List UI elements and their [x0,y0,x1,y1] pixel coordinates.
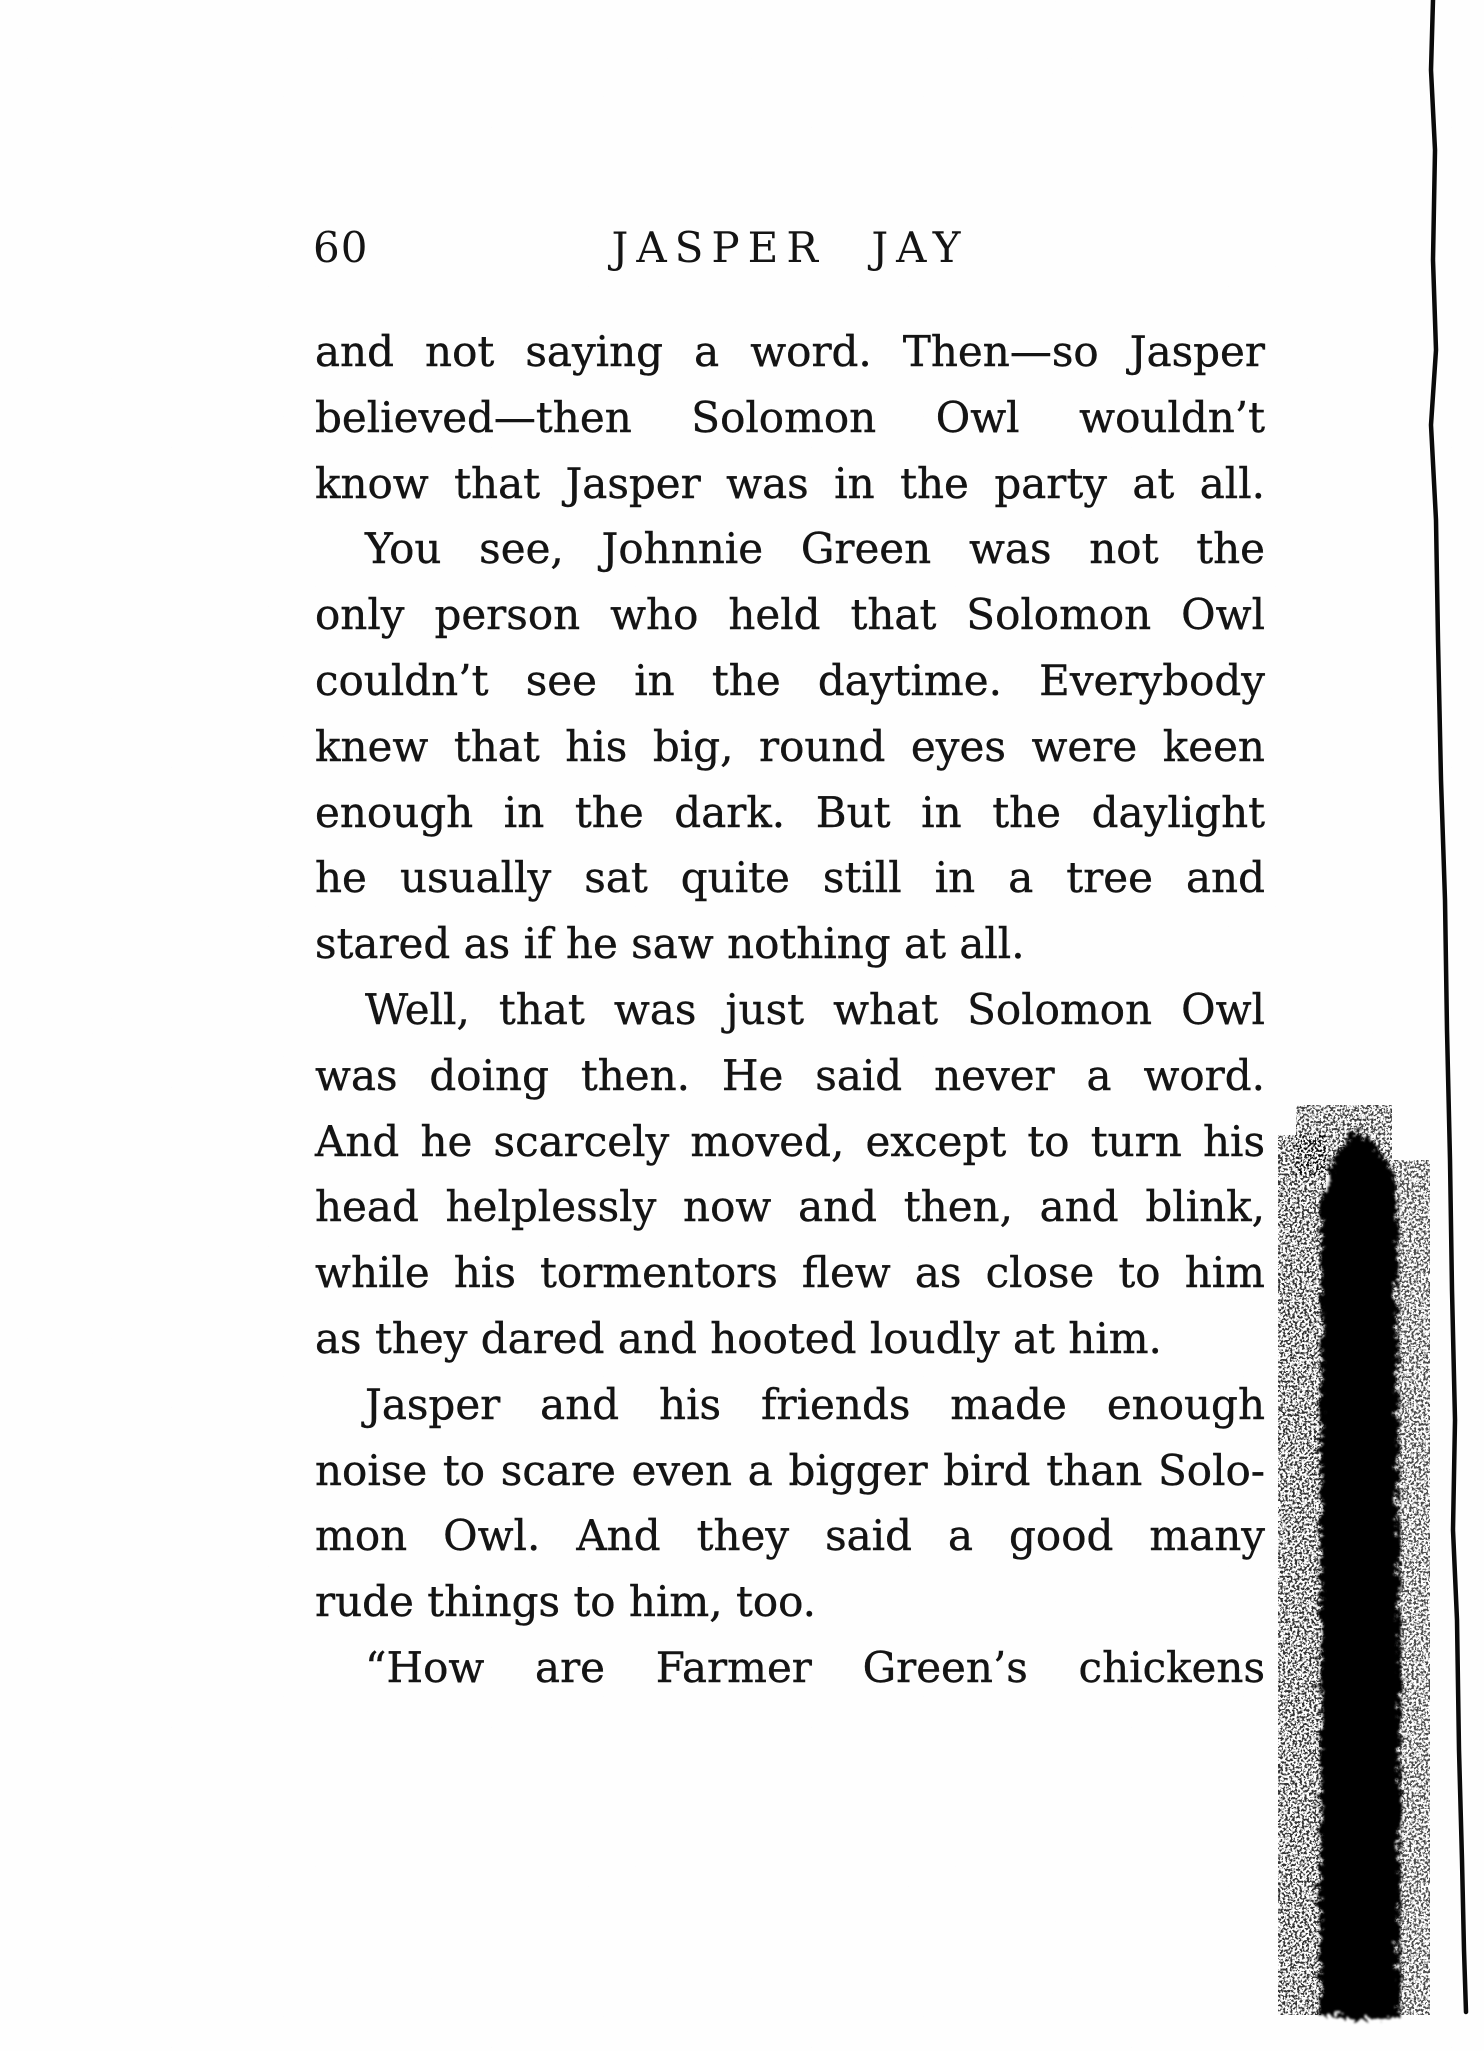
page-number: 60 [313,223,369,272]
text-line: rude things to him, too. [315,1577,817,1627]
text-line: stared as if he saw nothing at all. [315,919,1025,969]
text-line: was doing then. He said never a word. [315,1050,1265,1100]
scan-smudge-fringe-right [1392,1160,1430,2015]
text-line: mon Owl. And they said a good many [315,1511,1265,1561]
body-text-block [315,319,1265,1701]
text-line: while his tormentors flew as close to him [315,1248,1265,1298]
text-line: head helplessly now and then, and blink, [315,1182,1265,1232]
text-line: only person who held that Solomon Owl [315,590,1265,640]
text-line: knew that his big, round eyes were keen [315,721,1265,771]
scan-smudge-artifact [1317,1128,1397,2017]
text-line: “How are Farmer Green’s chickens [365,1642,1265,1692]
text-line: believed—then Solomon Owl wouldn’t [315,392,1265,442]
text-line: as they dared and hooted loudly at him. [315,1313,1162,1363]
page-edge-line [1431,0,1466,2012]
text-line: enough in the dark. But in the daylight [315,787,1265,837]
text-line: Jasper and his friends made enough [365,1379,1265,1429]
text-line: he usually sat quite still in a tree and [315,853,1265,903]
text-line: couldn’t see in the daytime. Everybody [315,655,1265,705]
text-line: and not saying a word. Then—so Jasper [315,327,1265,376]
running-header [313,223,1265,277]
scan-smudge-fringe-top [1296,1105,1392,1175]
text-line: Well, that was just what Solomon Owl [365,984,1265,1034]
text-line: noise to scare even a bigger bird than Solo- [315,1445,1265,1495]
scan-smudge-fringe-left [1278,1135,1326,2015]
text-line: know that Jasper was in the party at all. [315,458,1265,508]
text-line: And he scarcely moved, except to turn his [315,1116,1265,1166]
text-line: You see, Johnnie Green was not the [365,524,1265,574]
running-header-title: JASPER JAY [611,223,969,272]
